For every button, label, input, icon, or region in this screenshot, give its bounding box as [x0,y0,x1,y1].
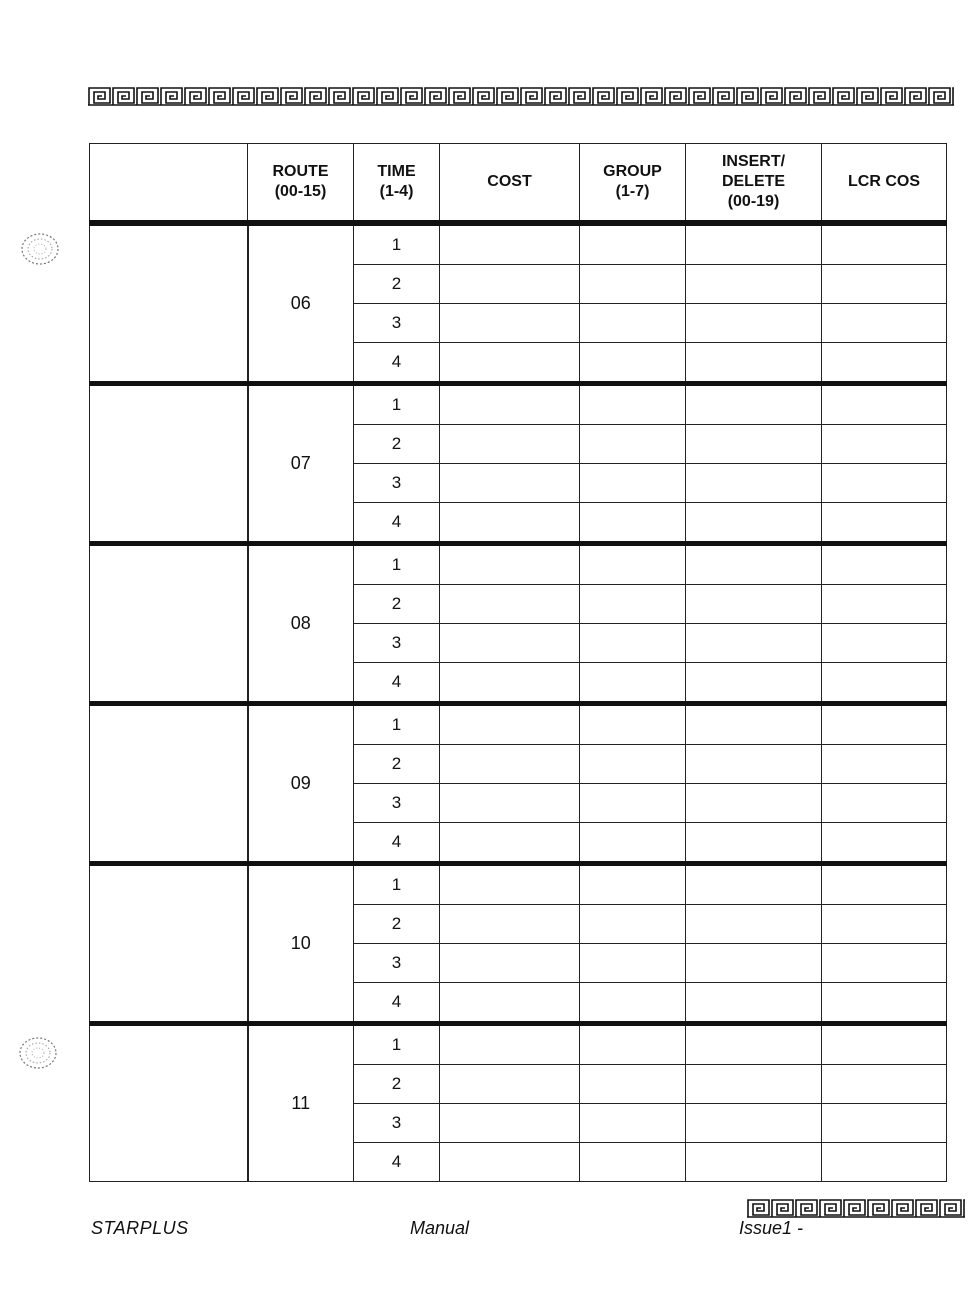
time-cell: 3 [354,624,440,663]
lcr-cos-cell[interactable] [822,1143,947,1182]
time-cell: 3 [354,464,440,503]
time-cell: 4 [354,663,440,704]
group-cell[interactable] [580,343,686,384]
cost-cell[interactable] [440,663,580,704]
time-cell: 1 [354,384,440,425]
group-cell[interactable] [580,784,686,823]
time-cell: 3 [354,304,440,343]
punch-hole-icon [20,232,60,266]
cost-cell[interactable] [440,464,580,503]
cost-cell[interactable] [440,384,580,425]
header-blank [90,144,248,224]
insert-delete-cell[interactable] [686,304,822,343]
group-cell[interactable] [580,223,686,265]
insert-delete-cell[interactable] [686,704,822,745]
lcr-cos-cell[interactable] [822,1065,947,1104]
insert-delete-cell[interactable] [686,265,822,304]
time-cell: 1 [354,223,440,265]
route-number: 11 [248,1024,354,1182]
greek-key-frieze-top [88,86,954,106]
route-name-cell[interactable] [90,704,248,864]
route-number: 08 [248,544,354,704]
time-cell: 2 [354,425,440,464]
group-cell[interactable] [580,624,686,663]
cost-cell[interactable] [440,304,580,343]
insert-delete-cell[interactable] [686,905,822,944]
cost-cell[interactable] [440,823,580,864]
insert-delete-cell[interactable] [686,544,822,585]
lcr-cos-cell[interactable] [822,425,947,464]
insert-delete-cell[interactable] [686,663,822,704]
group-cell[interactable] [580,544,686,585]
lcr-cos-cell[interactable] [822,663,947,704]
lcr-cos-cell[interactable] [822,265,947,304]
route-name-cell[interactable] [90,223,248,384]
group-cell[interactable] [580,1104,686,1143]
header-cost: COST [440,144,580,224]
group-cell[interactable] [580,384,686,425]
route-number: 09 [248,704,354,864]
group-cell[interactable] [580,944,686,983]
insert-delete-cell[interactable] [686,1104,822,1143]
cost-cell[interactable] [440,1065,580,1104]
cost-cell[interactable] [440,784,580,823]
lcr-cos-cell[interactable] [822,343,947,384]
lcr-cos-cell[interactable] [822,823,947,864]
insert-delete-cell[interactable] [686,864,822,905]
time-cell: 2 [354,905,440,944]
header-lcr-cos: LCR COS [822,144,947,224]
route-name-cell[interactable] [90,864,248,1024]
group-cell[interactable] [580,983,686,1024]
header-group: GROUP (1-7) [580,144,686,224]
cost-cell[interactable] [440,864,580,905]
route-number: 07 [248,384,354,544]
insert-delete-cell[interactable] [686,343,822,384]
route-number: 06 [248,223,354,384]
group-cell[interactable] [580,704,686,745]
insert-delete-cell[interactable] [686,823,822,864]
route-name-cell[interactable] [90,384,248,544]
greek-key-frieze-bottom [747,1198,965,1218]
time-cell: 4 [354,1143,440,1182]
group-cell[interactable] [580,745,686,784]
lcr-route-table [89,143,947,1182]
lcr-cos-cell[interactable] [822,304,947,343]
lcr-cos-cell[interactable] [822,223,947,265]
time-cell: 3 [354,784,440,823]
header-insert-delete: INSERT/ DELETE (00-19) [686,144,822,224]
cost-cell[interactable] [440,425,580,464]
time-cell: 4 [354,343,440,384]
time-cell: 3 [354,944,440,983]
lcr-cos-cell[interactable] [822,944,947,983]
time-cell: 2 [354,265,440,304]
lcr-cos-cell[interactable] [822,585,947,624]
group-cell[interactable] [580,905,686,944]
route-name-cell[interactable] [90,544,248,704]
header-route: ROUTE (00-15) [248,144,354,224]
time-cell: 2 [354,745,440,784]
header-time: TIME (1-4) [354,144,440,224]
lcr-cos-cell[interactable] [822,624,947,663]
time-cell: 4 [354,503,440,544]
insert-delete-cell[interactable] [686,784,822,823]
cost-cell[interactable] [440,1024,580,1065]
lcr-cos-cell[interactable] [822,544,947,585]
punch-hole-icon [18,1036,58,1070]
group-cell[interactable] [580,1143,686,1182]
lcr-cos-cell[interactable] [822,745,947,784]
footer-manual: Manual [410,1218,470,1238]
table-body [90,223,947,1182]
cost-cell[interactable] [440,585,580,624]
route-number: 10 [248,864,354,1024]
time-cell: 2 [354,585,440,624]
cost-cell[interactable] [440,983,580,1024]
insert-delete-cell[interactable] [686,983,822,1024]
group-cell[interactable] [580,1065,686,1104]
insert-delete-cell[interactable] [686,585,822,624]
insert-delete-cell[interactable] [686,464,822,503]
time-cell: 1 [354,864,440,905]
insert-delete-cell[interactable] [686,425,822,464]
cost-cell[interactable] [440,624,580,663]
group-cell[interactable] [580,304,686,343]
group-cell[interactable] [580,425,686,464]
insert-delete-cell[interactable] [686,624,822,663]
group-cell[interactable] [580,265,686,304]
cost-cell[interactable] [440,343,580,384]
cost-cell[interactable] [440,745,580,784]
table-row [90,704,947,745]
insert-delete-cell[interactable] [686,944,822,983]
lcr-cos-cell[interactable] [822,983,947,1024]
lcr-cos-cell[interactable] [822,864,947,905]
group-cell[interactable] [580,585,686,624]
cost-cell[interactable] [440,944,580,983]
lcr-cos-cell[interactable] [822,464,947,503]
group-cell[interactable] [580,823,686,864]
table-row [90,384,947,425]
cost-cell[interactable] [440,704,580,745]
group-cell[interactable] [580,1024,686,1065]
table-row [90,223,947,265]
lcr-cos-cell[interactable] [822,503,947,544]
time-cell: 2 [354,1065,440,1104]
lcr-cos-cell[interactable] [822,384,947,425]
table-row [90,1024,947,1065]
lcr-cos-cell[interactable] [822,1024,947,1065]
time-cell: 1 [354,544,440,585]
cost-cell[interactable] [440,503,580,544]
table-row [90,864,947,905]
footer-brand: STARPLUS [91,1218,189,1238]
footer-issue: Issue1 - [739,1218,804,1238]
time-cell: 1 [354,704,440,745]
cost-cell[interactable] [440,544,580,585]
insert-delete-cell[interactable] [686,503,822,544]
insert-delete-cell[interactable] [686,1024,822,1065]
cost-cell[interactable] [440,1104,580,1143]
cost-cell[interactable] [440,223,580,265]
lcr-cos-cell[interactable] [822,704,947,745]
lcr-cos-cell[interactable] [822,905,947,944]
cost-cell[interactable] [440,1143,580,1182]
header-row [90,144,947,224]
time-cell: 1 [354,1024,440,1065]
group-cell[interactable] [580,503,686,544]
cost-cell[interactable] [440,265,580,304]
group-cell[interactable] [580,864,686,905]
group-cell[interactable] [580,663,686,704]
table-row [90,544,947,585]
insert-delete-cell[interactable] [686,745,822,784]
insert-delete-cell[interactable] [686,1065,822,1104]
time-cell: 3 [354,1104,440,1143]
route-name-cell[interactable] [90,1024,248,1182]
insert-delete-cell[interactable] [686,1143,822,1182]
lcr-cos-cell[interactable] [822,784,947,823]
time-cell: 4 [354,823,440,864]
insert-delete-cell[interactable] [686,384,822,425]
lcr-cos-cell[interactable] [822,1104,947,1143]
group-cell[interactable] [580,464,686,503]
time-cell: 4 [354,983,440,1024]
insert-delete-cell[interactable] [686,223,822,265]
cost-cell[interactable] [440,905,580,944]
